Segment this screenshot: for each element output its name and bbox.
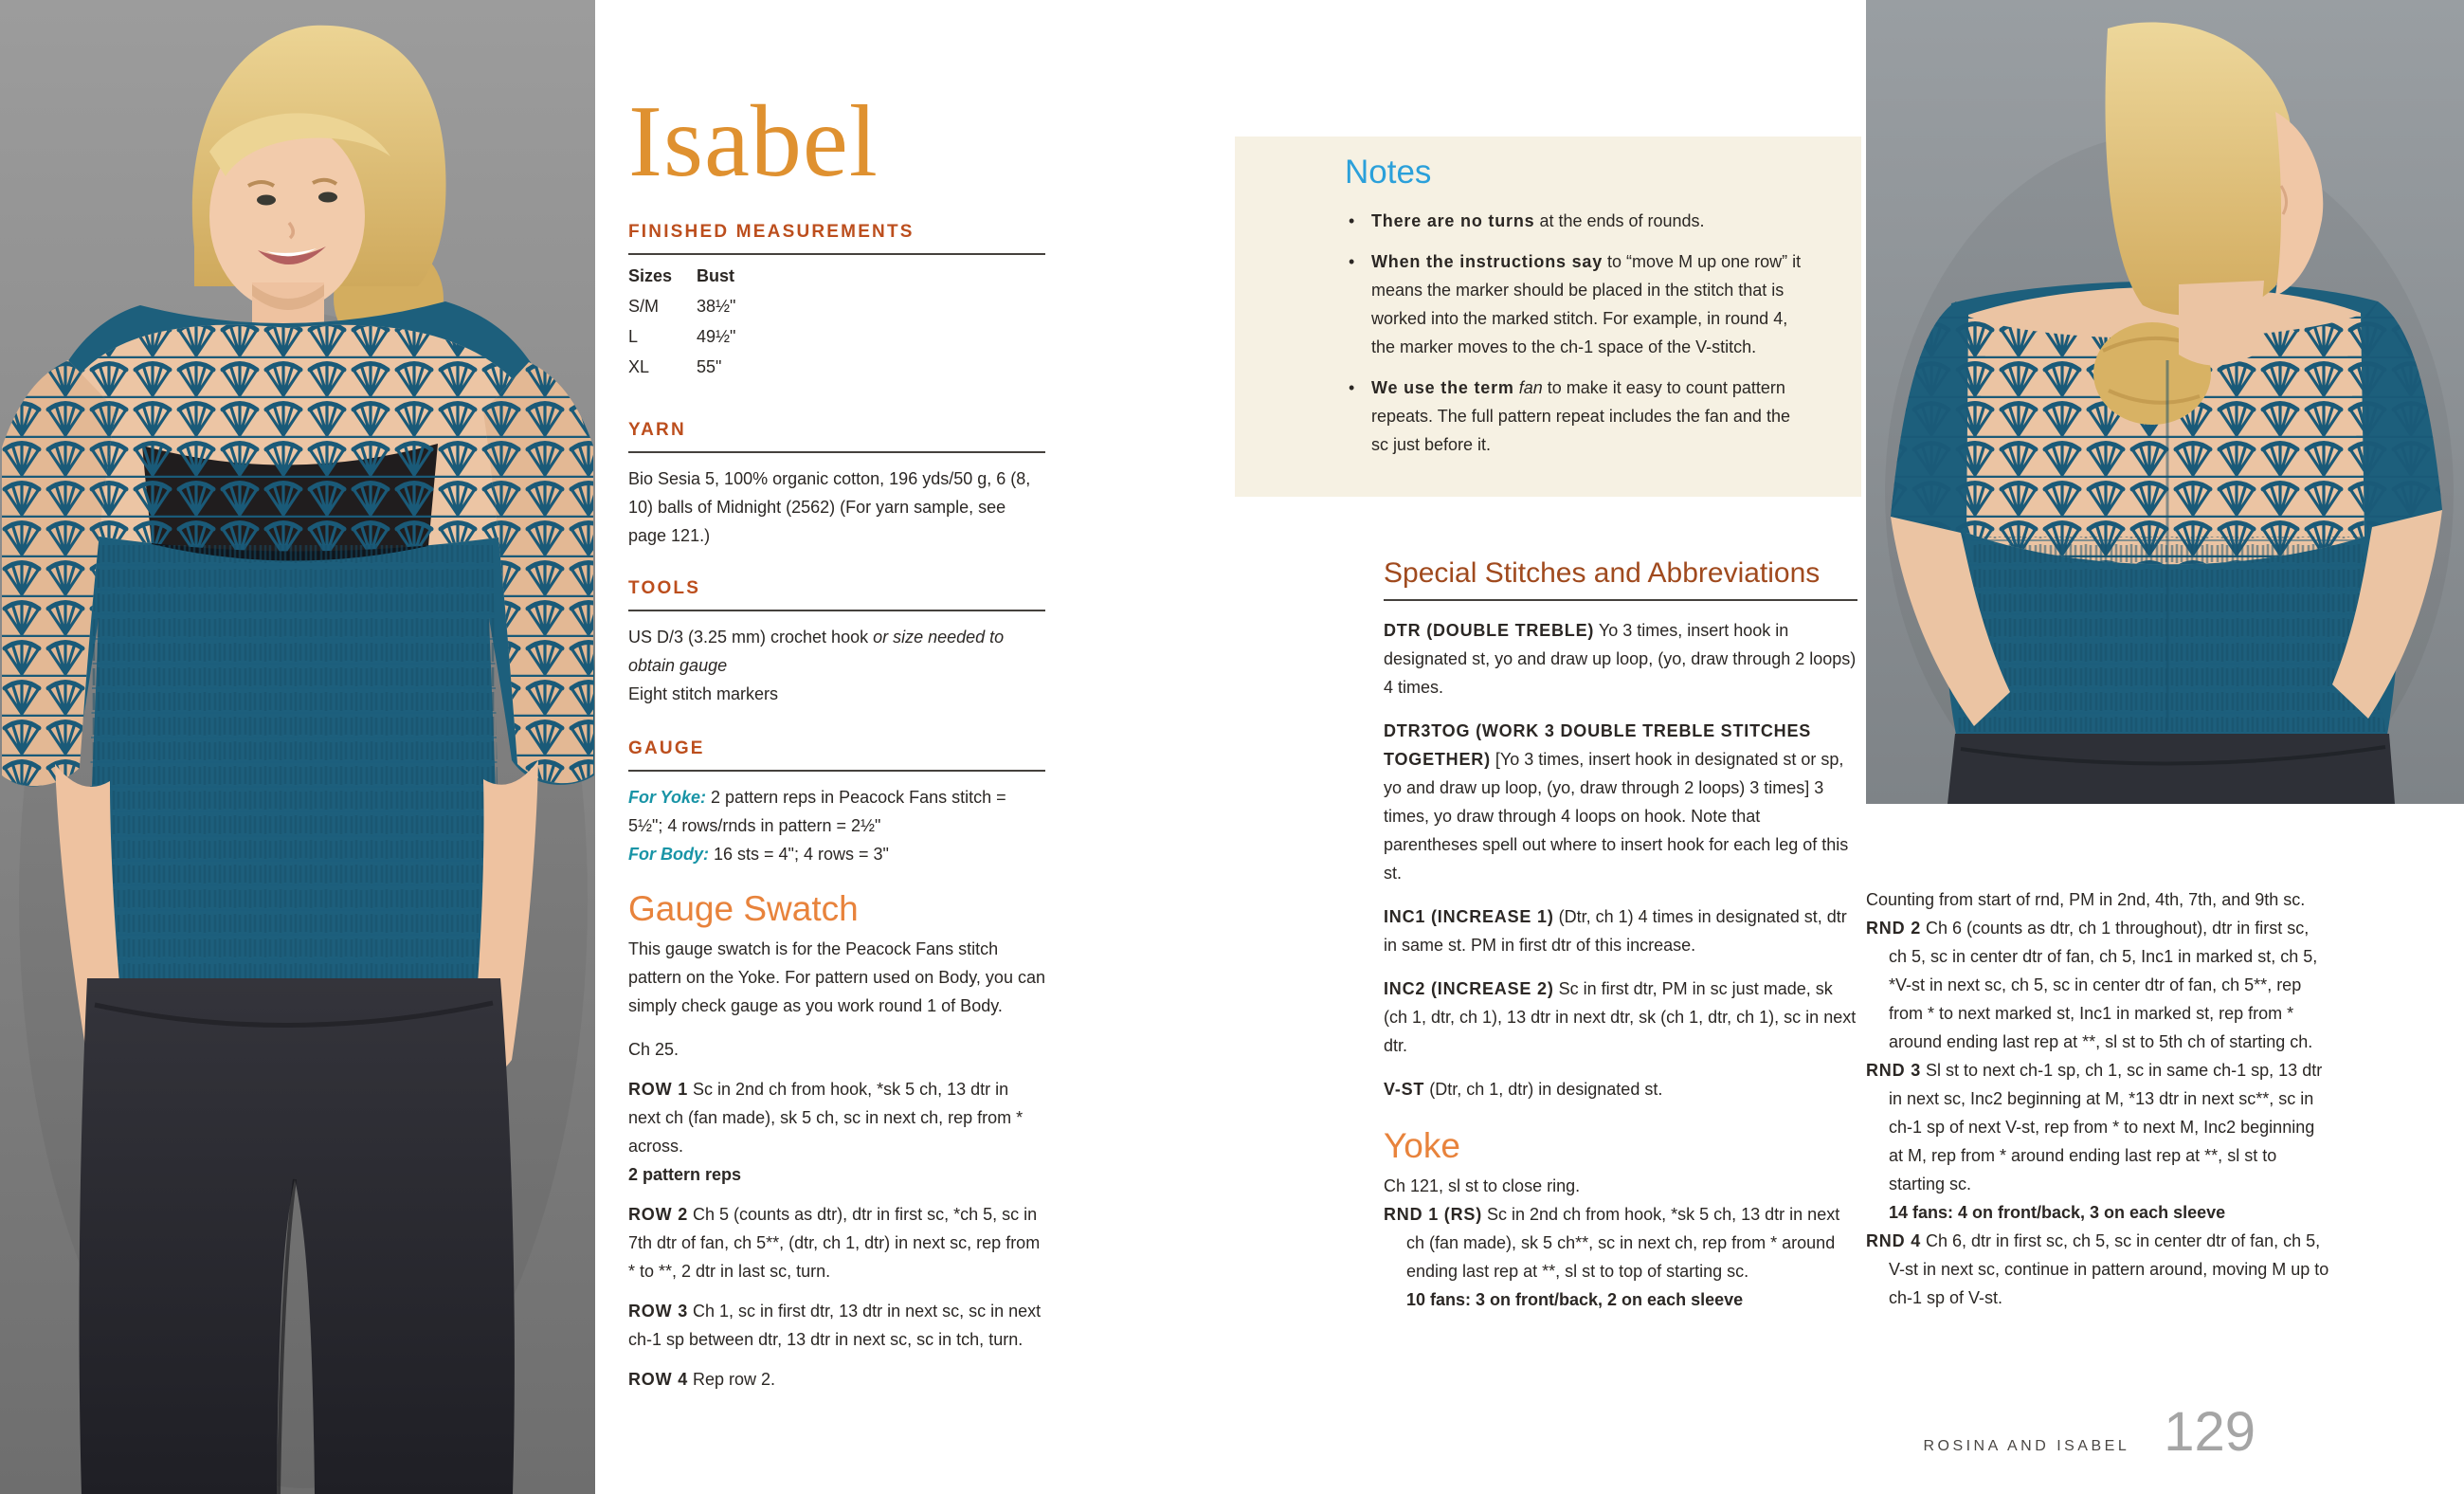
row-text: Sc in 2nd ch from hook, *sk 5 ch, 13 dtr in next ch (fan made), sk 5 ch, sc in next ch, rep from * across. — [628, 1080, 1024, 1156]
model-front-photo — [0, 0, 595, 1494]
stitch-label: DTR (DOUBLE TREBLE) — [1384, 621, 1595, 640]
note-bold: When the instructions say — [1371, 252, 1603, 271]
page-footer — [1923, 1401, 2256, 1463]
stitch-text: (Dtr, ch 1) 4 times in designated st, dtr in same st. PM in first dtr of this increase. — [1384, 907, 1847, 955]
note-item — [1345, 374, 1808, 459]
table-row — [628, 291, 1045, 321]
swatch-row — [628, 1200, 1045, 1285]
yoke-intro: Ch 121, sl st to close ring. — [1384, 1176, 1581, 1195]
stitch-text: Sc in first dtr, PM in sc just made, sk (ch 1, dtr, ch 1), 13 dtr in next dtr, sk (ch 1, dtr, ch 1), sc in next dtr. — [1384, 979, 1857, 1055]
rnd-result: 14 fans: 4 on front/back, 3 on each sleeve — [1889, 1203, 2226, 1222]
rnd-label: RND 2 — [1866, 919, 1922, 938]
stitch-text: (Dtr, ch 1, dtr) in designated st. — [1424, 1080, 1663, 1099]
size-value: XL — [628, 357, 650, 376]
stitch-label: INC2 (INCREASE 2) — [1384, 979, 1554, 998]
bust-value: 38½" — [697, 297, 736, 316]
note-bold: There are no turns — [1371, 211, 1535, 230]
note-item — [1345, 207, 1808, 235]
row-text: Ch 5 (counts as dtr), dtr in first sc, *ch 5, sc in 7th dtr of fan, ch 5**, (dtr, ch 1, dtr) in next sc, rep from * to **, 2 dtr in last sc, turn. — [628, 1205, 1041, 1281]
note-bold: We use the term — [1371, 378, 1514, 397]
counting-note: Counting from start of rnd, PM in 2nd, 4th, 7th, and 9th sc. — [1866, 890, 2306, 909]
tools-section — [628, 574, 1045, 708]
table-row — [628, 352, 1045, 382]
table-header-row — [628, 261, 1045, 291]
table-row — [628, 321, 1045, 352]
rnd-text: Ch 6 (counts as dtr, ch 1 throughout), dtr in first sc, ch 5, sc in center dtr of fan, ch 5, Inc1 in marked st, ch 5, *V-st in next sc, ch 5, sc in center dtr of fan, ch 5**, rep from * to next marked st, Inc1 in marked st, rep from * around ending last rep at **, sl st to 5th ch of starting ch. — [1889, 919, 2318, 1051]
notes-list — [1345, 207, 1808, 459]
pattern-intro-column — [628, 85, 1045, 1394]
tools-text — [628, 623, 1045, 708]
stitch-def — [1384, 975, 1857, 1060]
special-stitches-heading: Special Stitches and Abbreviations — [1384, 557, 1857, 601]
gauge-yoke-label: For Yoke: — [628, 788, 707, 807]
size-value: S/M — [628, 297, 660, 316]
yoke-continued-column — [1866, 885, 2330, 1312]
swatch-row — [628, 1365, 1045, 1394]
row-label: ROW 4 — [628, 1370, 689, 1389]
rnd-result: 10 fans: 3 on front/back, 2 on each sleeve — [1406, 1290, 1744, 1309]
gauge-heading: GAUGE — [628, 735, 1045, 772]
rnd-4 — [1866, 1227, 2330, 1312]
running-title: ROSINA AND ISABEL — [1923, 1438, 2130, 1454]
note-italic: fan — [1513, 378, 1543, 397]
col-header-sizes: Sizes — [628, 266, 673, 285]
row-label: ROW 2 — [628, 1205, 689, 1224]
row-label: ROW 1 — [628, 1080, 689, 1099]
gauge-section — [628, 735, 1045, 868]
rnd-label: RND 4 — [1866, 1231, 1922, 1250]
row-text: Rep row 2. — [688, 1370, 776, 1389]
finished-measurements-section — [628, 218, 1045, 382]
rnd-text: Sc in 2nd ch from hook, *sk 5 ch, 13 dtr in next ch (fan made), sk 5 ch**, sc in next ch, rep from * around ending last rep at **, sl st to top of starting sc. — [1406, 1205, 1840, 1281]
yarn-heading: YARN — [628, 416, 1045, 453]
measurements-heading: FINISHED MEASUREMENTS — [628, 218, 1045, 255]
stitch-def — [1384, 1075, 1857, 1103]
page-number: 129 — [2164, 1401, 2256, 1463]
stitch-text: Yo 3 times, insert hook in designated st, yo and draw up loop, (yo, draw through 2 loops) 4 times. — [1384, 621, 1857, 697]
bust-value: 49½" — [697, 327, 736, 346]
row-result: 2 pattern reps — [628, 1165, 742, 1184]
rnd-text: Ch 6, dtr in first sc, ch 5, sc in center dtr of fan, ch 5, V-st in next sc, continue in pattern around, moving M up to ch-1 sp of V-st. — [1889, 1231, 2329, 1307]
yoke-heading: Yoke — [1384, 1126, 1460, 1165]
tools-heading: TOOLS — [628, 574, 1045, 611]
stitch-label: DTR3TOG (WORK 3 DOUBLE TREBLE STITCHES TOGETHER) — [1384, 721, 1812, 769]
gauge-body-text: 16 sts = 4"; 4 rows = 3" — [709, 845, 889, 864]
gauge-yoke-line — [628, 783, 1045, 868]
tools-line1-italic: or size needed to obtain gauge — [628, 628, 1005, 675]
rnd-label: RND 1 (RS) — [1384, 1205, 1483, 1224]
notes-box — [1235, 137, 1861, 497]
col-header-bust: Bust — [697, 266, 734, 285]
stitch-text: [Yo 3 times, insert hook in designated st or sp, yo and draw up loop, (yo, draw through 2 loops) 3 times] 3 times, yo draw through 4 loops on hook. Note that parentheses spell out where to insert hook for each leg of this st. — [1384, 750, 1849, 883]
stitch-label: V-ST — [1384, 1080, 1425, 1099]
model-back-photo — [1866, 0, 2464, 804]
note-text: at the ends of rounds. — [1534, 211, 1705, 230]
stitch-label: INC1 (INCREASE 1) — [1384, 907, 1554, 926]
notes-heading: Notes — [1345, 154, 1432, 191]
swatch-row — [628, 1075, 1045, 1189]
swatch-row — [628, 1297, 1045, 1354]
tools-line2: Eight stitch markers — [628, 684, 779, 703]
note-text: to “move M up one row” it means the marker should be placed in the stitch that is worked into the marked stitch. For example, in round 4, the marker moves to the ch-1 space of the V-stitch. — [1371, 252, 1802, 356]
stitch-def — [1384, 717, 1857, 887]
yoke-rnd1 — [1384, 1200, 1857, 1314]
swatch-ch: Ch 25. — [628, 1040, 679, 1059]
gauge-body-label: For Body: — [628, 845, 709, 864]
stitch-def — [1384, 616, 1857, 701]
rnd-2 — [1866, 914, 2330, 1056]
yarn-section — [628, 416, 1045, 550]
gauge-swatch-heading: Gauge Swatch — [628, 889, 859, 928]
rnd-text: Sl st to next ch-1 sp, ch 1, sc in same ch-1 sp, 13 dtr in next sc, Inc2 beginning at M, *13 dtr in next sc**, sc in ch-1 sp of next V-st, rep from * to next M, Inc2 beginning at M, rep from * around ending last rep at **, sl st to starting sc. — [1889, 1061, 2323, 1193]
row-label: ROW 3 — [628, 1302, 689, 1321]
bust-value: 55" — [697, 357, 722, 376]
size-value: L — [628, 327, 639, 346]
swatch-intro: This gauge swatch is for the Peacock Fans stitch pattern on the Yoke. For pattern used on Body, you can simply check gauge as you work round 1 of Body. — [628, 939, 1045, 1015]
rnd-3 — [1866, 1056, 2330, 1227]
gauge-yoke-text: 2 pattern reps in Peacock Fans stitch = 5½"; 4 rows/rnds in pattern = 2½" — [628, 788, 1006, 835]
sizes-table — [628, 261, 1045, 382]
special-stitches-column — [1384, 557, 1857, 1314]
row-text: Ch 1, sc in first dtr, 13 dtr in next sc, sc in next ch-1 sp between dtr, 13 dtr in next sc, sc in tch, turn. — [628, 1302, 1042, 1349]
tools-line1: US D/3 (3.25 mm) crochet hook — [628, 628, 874, 647]
note-text: to make it easy to count pattern repeats. The full pattern repeat includes the fan and the sc just before it. — [1371, 378, 1790, 454]
yarn-text: Bio Sesia 5, 100% organic cotton, 196 yds/50 g, 6 (8, 10) balls of Midnight (2562) (For yarn sample, see page 121.) — [628, 469, 1031, 545]
rnd-label: RND 3 — [1866, 1061, 1922, 1080]
gauge-swatch-section — [628, 889, 1045, 1394]
note-item — [1345, 247, 1808, 361]
stitch-def — [1384, 902, 1857, 959]
pattern-title: Isabel — [628, 85, 879, 198]
